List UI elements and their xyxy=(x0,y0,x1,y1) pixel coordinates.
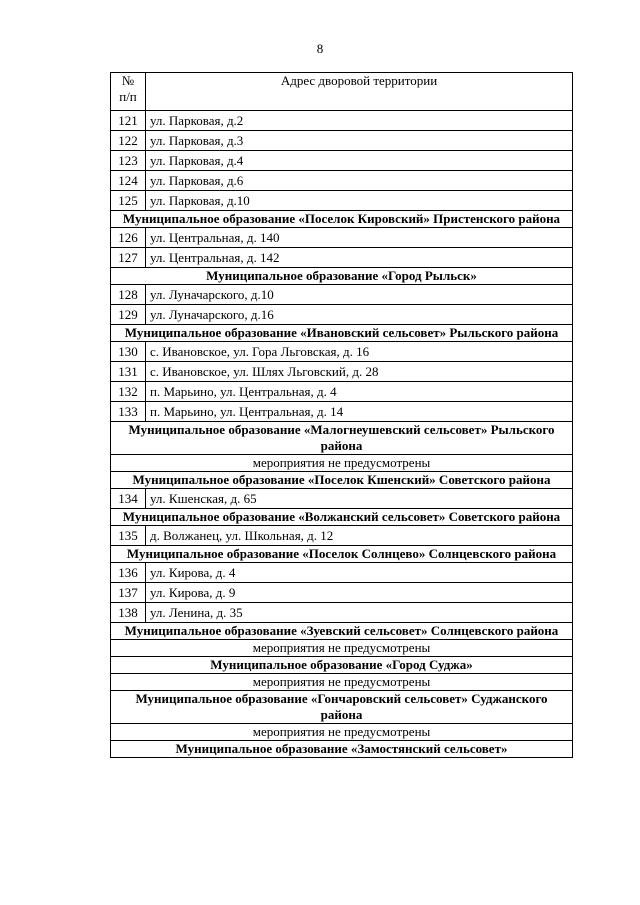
table-row xyxy=(111,228,573,248)
note-row xyxy=(111,455,573,472)
table-row xyxy=(111,111,573,131)
no-activities-note: мероприятия не предусмотрены xyxy=(111,455,573,472)
row-address: ул. Луначарского, д.16 xyxy=(146,305,573,325)
row-number: 124 xyxy=(111,171,146,191)
municipality-heading: Муниципальное образование «Поселок Кшенский» Советского района xyxy=(111,472,573,489)
row-address: п. Марьино, ул. Центральная, д. 4 xyxy=(146,382,573,402)
table-row xyxy=(111,563,573,583)
row-number: 123 xyxy=(111,151,146,171)
row-number: 133 xyxy=(111,402,146,422)
table-row xyxy=(111,342,573,362)
row-number: 129 xyxy=(111,305,146,325)
column-header-number xyxy=(111,73,146,111)
row-number: 121 xyxy=(111,111,146,131)
row-address: с. Ивановское, ул. Шлях Льговский, д. 28 xyxy=(146,362,573,382)
table-row xyxy=(111,402,573,422)
section-header-row xyxy=(111,211,573,228)
table-row xyxy=(111,171,573,191)
row-number: 122 xyxy=(111,131,146,151)
row-number: 135 xyxy=(111,526,146,546)
row-number: 127 xyxy=(111,248,146,268)
row-address: ул. Ленина, д. 35 xyxy=(146,603,573,623)
row-number: 130 xyxy=(111,342,146,362)
row-address: п. Марьино, ул. Центральная, д. 14 xyxy=(146,402,573,422)
column-header-address: Адрес дворовой территории xyxy=(146,73,573,111)
municipality-heading: Муниципальное образование «Город Суджа» xyxy=(111,657,573,674)
section-header-row xyxy=(111,509,573,526)
table-row xyxy=(111,151,573,171)
section-header-row xyxy=(111,657,573,674)
table-row xyxy=(111,583,573,603)
section-header-row xyxy=(111,325,573,342)
row-number: 137 xyxy=(111,583,146,603)
no-activities-note: мероприятия не предусмотрены xyxy=(111,640,573,657)
section-header-row xyxy=(111,623,573,640)
table-row xyxy=(111,526,573,546)
section-header-row xyxy=(111,472,573,489)
row-address: ул. Кирова, д. 4 xyxy=(146,563,573,583)
row-address: ул. Центральная, д. 142 xyxy=(146,248,573,268)
table-header-row xyxy=(111,73,573,111)
column-header-number-text: № п/п xyxy=(119,73,137,104)
section-header-row xyxy=(111,268,573,285)
row-address: ул. Центральная, д. 140 xyxy=(146,228,573,248)
note-row xyxy=(111,724,573,741)
section-header-row xyxy=(111,691,573,724)
table-row xyxy=(111,603,573,623)
no-activities-note: мероприятия не предусмотрены xyxy=(111,724,573,741)
municipality-heading: Муниципальное образование «Ивановский сельсовет» Рыльского района xyxy=(111,325,573,342)
row-number: 128 xyxy=(111,285,146,305)
row-address: ул. Парковая, д.10 xyxy=(146,191,573,211)
row-address: ул. Парковая, д.3 xyxy=(146,131,573,151)
row-address: с. Ивановское, ул. Гора Льговская, д. 16 xyxy=(146,342,573,362)
municipality-heading: Муниципальное образование «Зуевский сельсовет» Солнцевского района xyxy=(111,623,573,640)
row-number: 131 xyxy=(111,362,146,382)
note-row xyxy=(111,674,573,691)
table-row xyxy=(111,305,573,325)
row-number: 134 xyxy=(111,489,146,509)
section-header-row xyxy=(111,422,573,455)
page-number: 8 xyxy=(316,41,324,56)
table-row xyxy=(111,248,573,268)
row-number: 138 xyxy=(111,603,146,623)
section-header-row xyxy=(111,741,573,758)
table-body xyxy=(111,111,573,758)
no-activities-note: мероприятия не предусмотрены xyxy=(111,674,573,691)
row-address: ул. Парковая, д.4 xyxy=(146,151,573,171)
table-row xyxy=(111,131,573,151)
municipality-heading: Муниципальное образование «Замостянский сельсовет» xyxy=(111,741,573,758)
row-address: д. Волжанец, ул. Школьная, д. 12 xyxy=(146,526,573,546)
row-address: ул. Парковая, д.6 xyxy=(146,171,573,191)
row-number: 125 xyxy=(111,191,146,211)
section-header-row xyxy=(111,546,573,563)
municipality-heading: Муниципальное образование «Волжанский сельсовет» Советского района xyxy=(111,509,573,526)
row-number: 126 xyxy=(111,228,146,248)
municipality-heading: Муниципальное образование «Гончаровский сельсовет» Суджанского района xyxy=(111,691,573,724)
municipality-heading: Муниципальное образование «Поселок Солнцево» Солнцевского района xyxy=(111,546,573,563)
table-row xyxy=(111,362,573,382)
row-number: 132 xyxy=(111,382,146,402)
municipality-heading: Муниципальное образование «Поселок Кировский» Пристенского района xyxy=(111,211,573,228)
row-address: ул. Кирова, д. 9 xyxy=(146,583,573,603)
row-address: ул. Парковая, д.2 xyxy=(146,111,573,131)
row-number: 136 xyxy=(111,563,146,583)
note-row xyxy=(111,640,573,657)
table-row xyxy=(111,285,573,305)
table-row xyxy=(111,191,573,211)
table-row xyxy=(111,382,573,402)
row-address: ул. Кшенская, д. 65 xyxy=(146,489,573,509)
address-table xyxy=(110,72,573,758)
municipality-heading: Муниципальное образование «Город Рыльск» xyxy=(111,268,573,285)
table-row xyxy=(111,489,573,509)
row-address: ул. Луначарского, д.10 xyxy=(146,285,573,305)
municipality-heading: Муниципальное образование «Малогнеушевский сельсовет» Рыльского района xyxy=(111,422,573,455)
